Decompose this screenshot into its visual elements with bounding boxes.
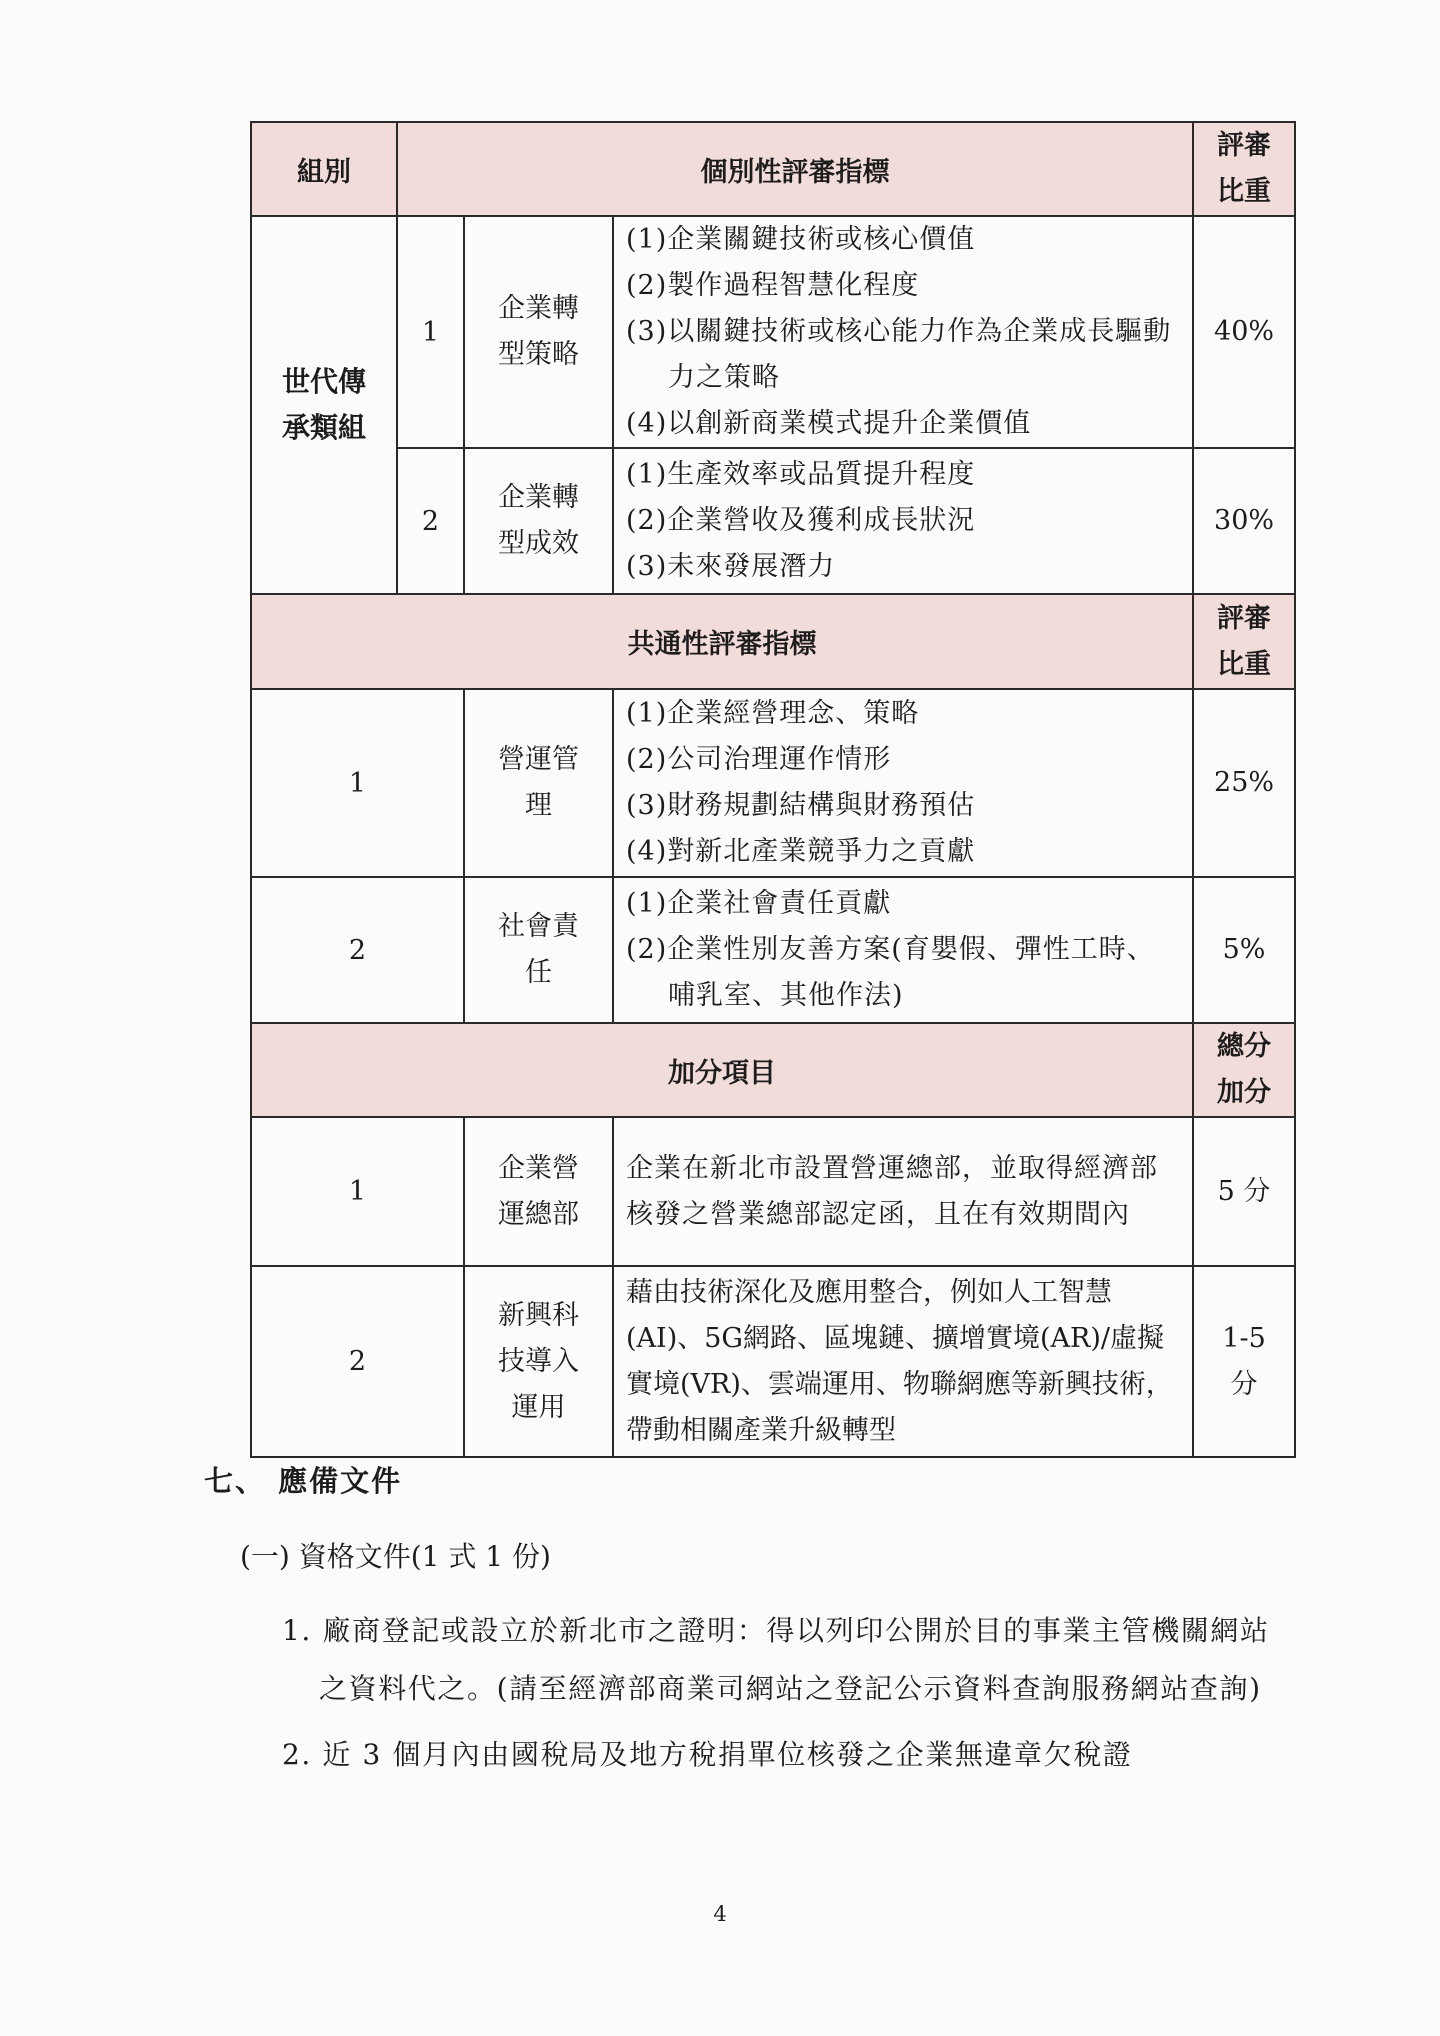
category-line: 技導入 xyxy=(498,1345,579,1377)
ratio-cell: 30% xyxy=(1193,448,1295,594)
ratio-cell: 5 分 xyxy=(1193,1117,1295,1266)
ratio-header-line: 加分 xyxy=(1217,1077,1272,1108)
individual-criteria-header-row xyxy=(251,122,1295,216)
list-item: 2. 近 3 個月內由國稅局及地方稅捐單位核發之企業無違章欠稅證 xyxy=(282,1738,1133,1771)
ratio-column-header xyxy=(1193,594,1295,689)
category-cell xyxy=(464,1117,613,1266)
table-row xyxy=(251,1117,1295,1266)
criteria-item: (4)對新北產業競爭力之貢獻 xyxy=(626,836,976,867)
criteria-item: (3)未來發展潛力 xyxy=(626,551,836,582)
group-name-cell xyxy=(251,216,397,594)
row-number: 2 xyxy=(397,448,464,594)
page-number: 4 xyxy=(713,1902,727,1926)
category-line: 任 xyxy=(525,957,552,988)
bonus-description: 企業在新北市設置營運總部，並取得經濟部核發之營業總部認定函，且在有效期間內 xyxy=(626,1152,1158,1230)
criteria-item: (2)企業營收及獲利成長狀況 xyxy=(626,505,976,536)
criteria-items-cell xyxy=(613,689,1193,877)
document-list xyxy=(282,1602,1282,1792)
row-number: 1 xyxy=(397,216,464,448)
category-line: 企業轉 xyxy=(498,293,579,324)
criteria-items-cell xyxy=(613,1117,1193,1266)
ratio-header-line: 比重 xyxy=(1217,648,1272,680)
ratio-header-line: 總分 xyxy=(1217,1031,1272,1062)
criteria-item: (2)企業性別友善方案(育嬰假、彈性工時、哺乳室、其他作法) xyxy=(626,934,1155,1011)
category-line: 型成效 xyxy=(498,528,579,559)
category-line: 運總部 xyxy=(498,1198,579,1230)
category-line: 營運管 xyxy=(498,744,579,775)
evaluation-criteria-table xyxy=(250,121,1296,1458)
criteria-items-cell xyxy=(613,1266,1193,1457)
criteria-item: (2)製作過程智慧化程度 xyxy=(626,270,920,301)
category-line: 型策略 xyxy=(498,339,579,370)
criteria-items-cell xyxy=(613,448,1193,594)
bonus-header: 加分項目 xyxy=(251,1023,1193,1117)
group-name-line: 世代傳 xyxy=(281,365,366,398)
section-heading: 七、 應備文件 xyxy=(204,1464,403,1498)
category-cell xyxy=(464,216,613,448)
subsection-heading: (一) 資格文件(1 式 1 份) xyxy=(240,1540,551,1573)
bonus-description: 藉由技術深化及應用整合，例如人工智慧(AI)、5G網路、區塊鏈、擴增實境(AR)/虛擬實境(VR)、雲端運用、物聯網應等新興技術，帶動相關產業升級轉型 xyxy=(626,1276,1173,1446)
category-line: 理 xyxy=(525,790,552,821)
bonus-header-row xyxy=(251,1023,1295,1117)
category-line: 企業營 xyxy=(498,1152,579,1184)
table-row xyxy=(251,448,1295,594)
ratio-header-line: 評審 xyxy=(1217,130,1272,161)
category-line: 新興科 xyxy=(498,1299,579,1331)
list-item: 1. 廠商登記或設立於新北市之證明：得以列印公開於目的事業主管機關網站之資料代之。(請至經濟部商業司網站之登記公示資料查詢服務網站查詢) xyxy=(282,1614,1270,1705)
row-number: 1 xyxy=(251,689,464,877)
ratio-header-line: 比重 xyxy=(1217,176,1272,207)
ratio-line: 分 xyxy=(1230,1368,1258,1400)
table-row xyxy=(251,216,1295,448)
criteria-item: (4)以創新商業模式提升企業價值 xyxy=(626,408,1032,439)
category-line: 企業轉 xyxy=(498,482,579,513)
category-cell xyxy=(464,1266,613,1457)
criteria-items-cell xyxy=(613,216,1193,448)
criteria-item: (3)財務規劃結構與財務預估 xyxy=(626,790,976,821)
common-criteria-header: 共通性評審指標 xyxy=(251,594,1193,689)
row-number: 2 xyxy=(251,1266,464,1457)
criteria-item: (2)公司治理運作情形 xyxy=(626,744,892,775)
criteria-item: (1)企業社會責任貢獻 xyxy=(626,888,892,919)
ratio-header-line: 評審 xyxy=(1217,602,1272,634)
ratio-column-header xyxy=(1193,122,1295,216)
row-number: 1 xyxy=(251,1117,464,1266)
criteria-item: (1)企業經營理念、策略 xyxy=(626,698,920,729)
row-number: 2 xyxy=(251,877,464,1023)
table-row xyxy=(251,1266,1295,1457)
criteria-item: (1)生產效率或品質提升程度 xyxy=(626,459,976,490)
group-column-header: 組別 xyxy=(251,122,397,216)
table-row xyxy=(251,877,1295,1023)
criteria-item: (1)企業關鍵技術或核心價值 xyxy=(626,224,976,255)
criteria-item: (3)以關鍵技術或核心能力作為企業成長驅動力之策略 xyxy=(626,316,1172,393)
ratio-column-header xyxy=(1193,1023,1295,1117)
common-criteria-header-row xyxy=(251,594,1295,689)
category-cell xyxy=(464,877,613,1023)
ratio-cell: 25% xyxy=(1193,689,1295,877)
table-row xyxy=(251,689,1295,877)
category-line: 運用 xyxy=(511,1391,566,1423)
criteria-items-cell xyxy=(613,877,1193,1023)
category-cell xyxy=(464,448,613,594)
ratio-cell xyxy=(1193,1266,1295,1457)
ratio-cell: 40% xyxy=(1193,216,1295,448)
category-line: 社會責 xyxy=(498,911,579,942)
group-name-line: 承類組 xyxy=(281,411,366,444)
ratio-line: 1-5 xyxy=(1222,1322,1266,1354)
ratio-cell: 5% xyxy=(1193,877,1295,1023)
category-cell xyxy=(464,689,613,877)
individual-criteria-header: 個別性評審指標 xyxy=(397,122,1193,216)
